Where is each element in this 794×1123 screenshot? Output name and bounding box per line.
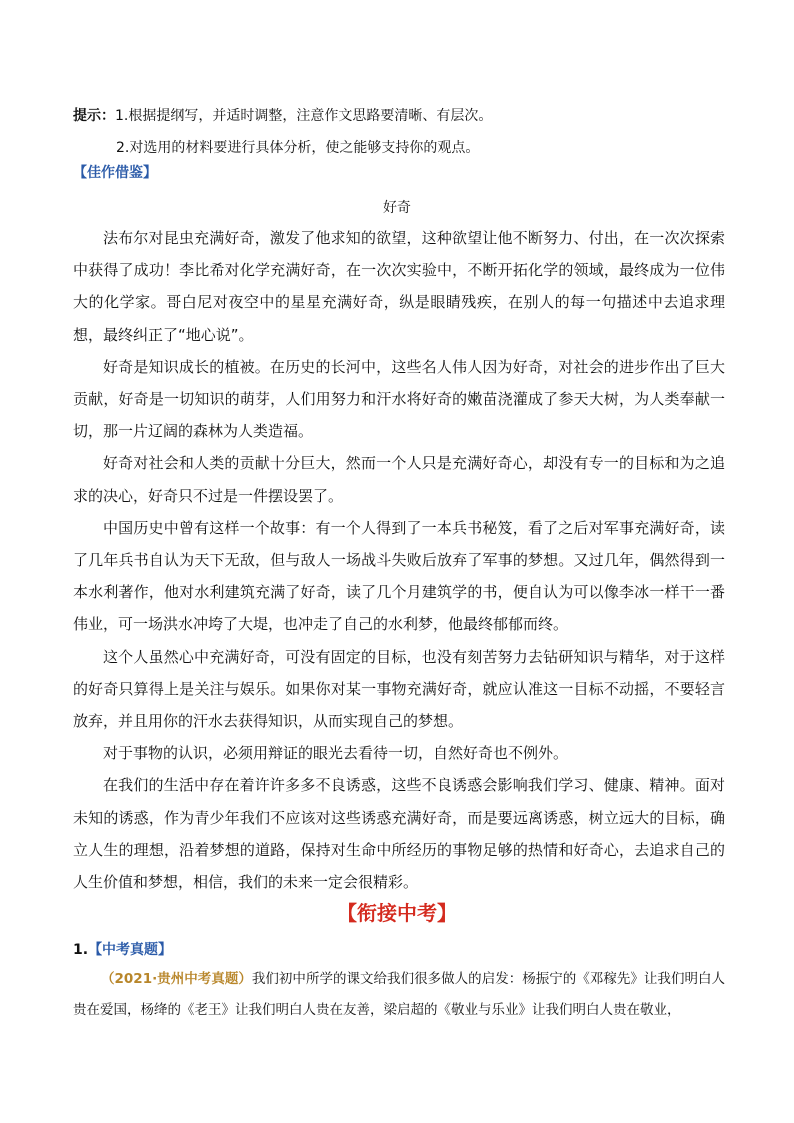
essay-paragraph: 这个人虽然心中充满好奇，可没有固定的目标，也没有刻苦努力去钻研知识与精华，对于这样的好奇只算得上是关注与娱乐。如果你对某一事物充满好奇，就应认准这一目标不动摇，不要轻言放弃，并且用你的汗水去获得知识，从而实现自己的梦想。: [73, 647, 725, 731]
question-heading-label: 【中考真题】: [88, 942, 173, 958]
question-paragraph: [73, 964, 725, 1026]
question-text: 我们初中所学的课文给我们很多做人的启发：杨振宁的《邓稼先》让我们明白人贵在爱国，杨绛的《老王》让我们明白人贵在友善，梁启超的《敬业与乐业》让我们明白人贵在敬业，: [73, 971, 726, 1018]
tips-text-2: 2.对选用的材料要进行具体分析，使之能够支持你的观点。: [116, 140, 480, 156]
model-essay-heading: 【佳作借鉴】: [73, 165, 157, 181]
essay-paragraph: 法布尔对昆虫充满好奇，激发了他求知的欲望，这种欲望让他不断努力、付出，在一次次探索中获得了成功！李比希对化学充满好奇，在一次次实验中，不断开拓化学的领域，最终成为一位伟大的化学家。哥白尼对夜空中的星星充满好奇，纵是眼睛残疾，在别人的每一句描述中去追求理想，最终纠正了“地心说”。: [73, 229, 725, 344]
tips-line-1: [73, 100, 733, 132]
essay-body: [73, 222, 725, 898]
exam-link-banner: 【衔接中考】: [337, 901, 457, 925]
tips-line-2: [73, 132, 733, 164]
essay-paragraph: 好奇是知识成长的植被。在历史的长河中，这些名人伟人因为好奇，对社会的进步作出了巨大贡献，好奇是一切知识的萌芽，人们用努力和汗水将好奇的嫩苗浇灌成了参天大树，为人类奉献一切，那一片辽阔的森林为人类造福。: [73, 357, 725, 441]
essay-title: 好奇: [383, 200, 411, 216]
essay-paragraph: 好奇对社会和人类的贡献十分巨大，然而一个人只是充满好奇心，却没有专一的目标和为之追求的决心，好奇只不过是一件摆设罢了。: [73, 454, 725, 505]
question-source: （2021·贵州中考真题）: [101, 971, 252, 987]
exam-question: [73, 964, 725, 1026]
question-number: 1.: [73, 942, 89, 958]
exam-question-heading: [73, 937, 172, 963]
essay-paragraph: 对于事物的认识，必须用辩证的眼光去看待一切，自然好奇也不例外。: [103, 744, 569, 763]
tips-text-1: 1.根据提纲写，并适时调整，注意作文思路要清晰、有层次。: [115, 108, 493, 124]
tips-label: 提示：: [73, 108, 115, 124]
writing-tips: [73, 100, 733, 164]
essay-paragraph: 中国历史中曾有这样一个故事：有一个人得到了一本兵书秘笈，看了之后对军事充满好奇，读了几年兵书自认为天下无敌，但与敌人一场战斗失败后放弃了军事的梦想。又过几年，偶然得到一本水利著作，他对水利建筑充满了好奇，读了几个月建筑学的书，便自认为可以像李冰一样干一番伟业，可一场洪水冲垮了大堤，也冲走了自己的水利梦，他最终郁郁而终。: [73, 518, 725, 634]
essay-paragraph: 在我们的生活中存在着许许多多不良诱惑，这些不良诱惑会影响我们学习、健康、精神。面对未知的诱惑，作为青少年我们不应该对这些诱惑充满好奇，而是要远离诱惑，树立远大的目标，确立人生的理想，沿着梦想的道路，保持对生命中所经历的事物足够的热情和好奇心，去追求自己的人生价值和梦想，相信，我们的未来一定会很精彩。: [73, 776, 725, 892]
